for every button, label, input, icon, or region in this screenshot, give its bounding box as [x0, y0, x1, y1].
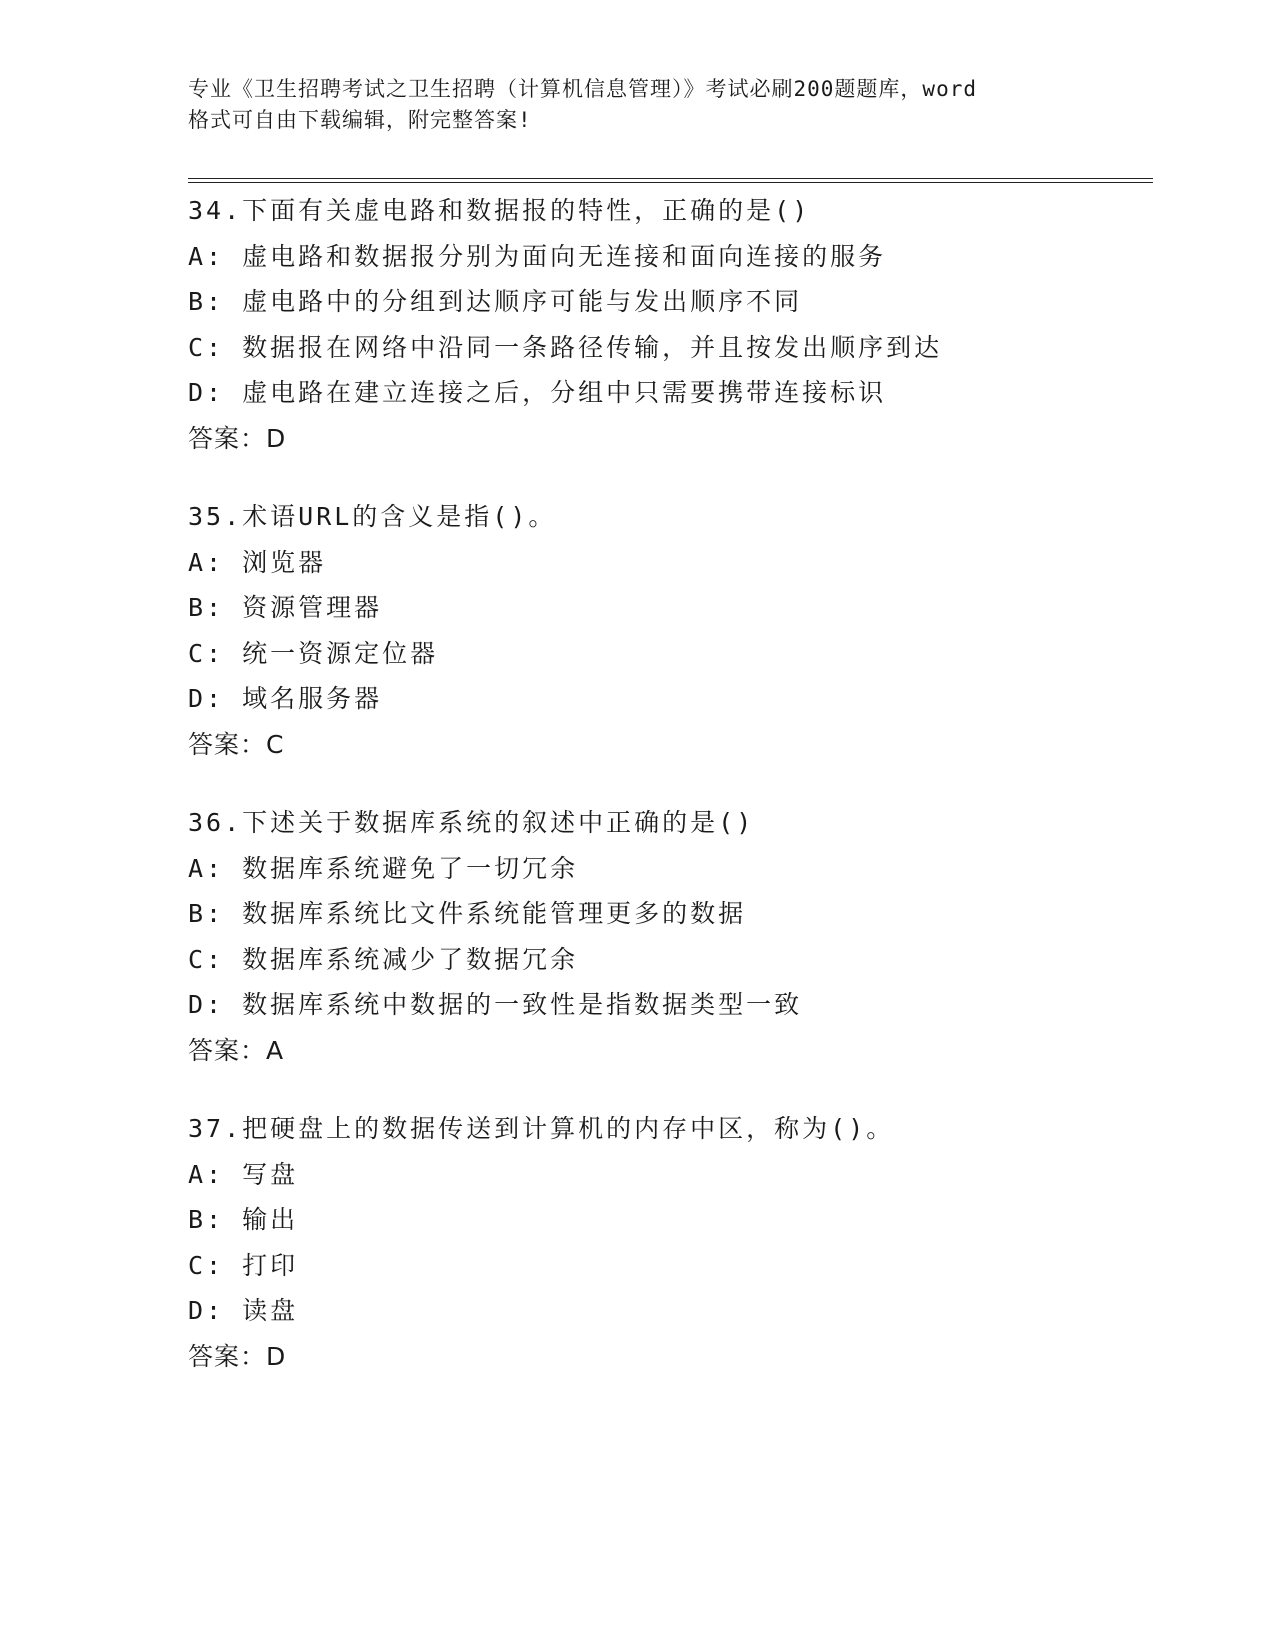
header-divider-top [188, 178, 1153, 179]
option-d: D: 数据库系统中数据的一致性是指数据类型一致 [188, 990, 803, 1019]
option-a: A: 浏览器 [188, 547, 327, 577]
option-d: D: 虚电路在建立连接之后，分组中只需要携带连接标识 [188, 378, 887, 407]
option-a: A: 虚电路和数据报分别为面向无连接和面向连接的服务 [188, 241, 887, 271]
answer-line: 答案：D [188, 423, 287, 453]
document-header [188, 74, 1088, 136]
option-c: C: 数据报在网络中沿同一条路径传输，并且按发出顺序到达 [188, 332, 943, 362]
option-c: C: 数据库系统减少了数据冗余 [188, 944, 579, 974]
question-34 [188, 188, 1148, 461]
option-d: D: 读盘 [188, 1296, 299, 1325]
header-line-1: 专业《卫生招聘考试之卫生招聘（计算机信息管理）》考试必刷200题题库，word [188, 77, 977, 101]
option-b: B: 虚电路中的分组到达顺序可能与发出顺序不同 [188, 287, 803, 316]
option-b: B: 资源管理器 [188, 593, 383, 622]
header-line-2: 格式可自由下载编辑，附完整答案! [188, 108, 532, 132]
question-stem: 35.术语URL的含义是指()。 [188, 502, 557, 531]
answer-line: 答案：A [188, 1035, 285, 1065]
answer-line: 答案：C [188, 729, 285, 759]
option-c: C: 统一资源定位器 [188, 638, 439, 668]
question-stem: 36.下述关于数据库系统的叙述中正确的是() [188, 808, 755, 837]
question-stem: 34.下面有关虚电路和数据报的特性，正确的是() [188, 196, 811, 225]
question-37 [188, 1106, 1148, 1379]
question-list [188, 188, 1148, 1412]
question-stem: 37.把硬盘上的数据传送到计算机的内存中区，称为()。 [188, 1114, 895, 1143]
option-b: B: 输出 [188, 1205, 299, 1234]
option-c: C: 打印 [188, 1250, 299, 1280]
option-a: A: 写盘 [188, 1159, 299, 1189]
option-b: B: 数据库系统比文件系统能管理更多的数据 [188, 899, 747, 928]
question-36 [188, 800, 1148, 1073]
option-a: A: 数据库系统避免了一切冗余 [188, 853, 579, 883]
answer-line: 答案：D [188, 1341, 287, 1371]
question-35 [188, 494, 1148, 767]
header-divider-bottom [188, 182, 1153, 183]
option-d: D: 域名服务器 [188, 684, 383, 713]
